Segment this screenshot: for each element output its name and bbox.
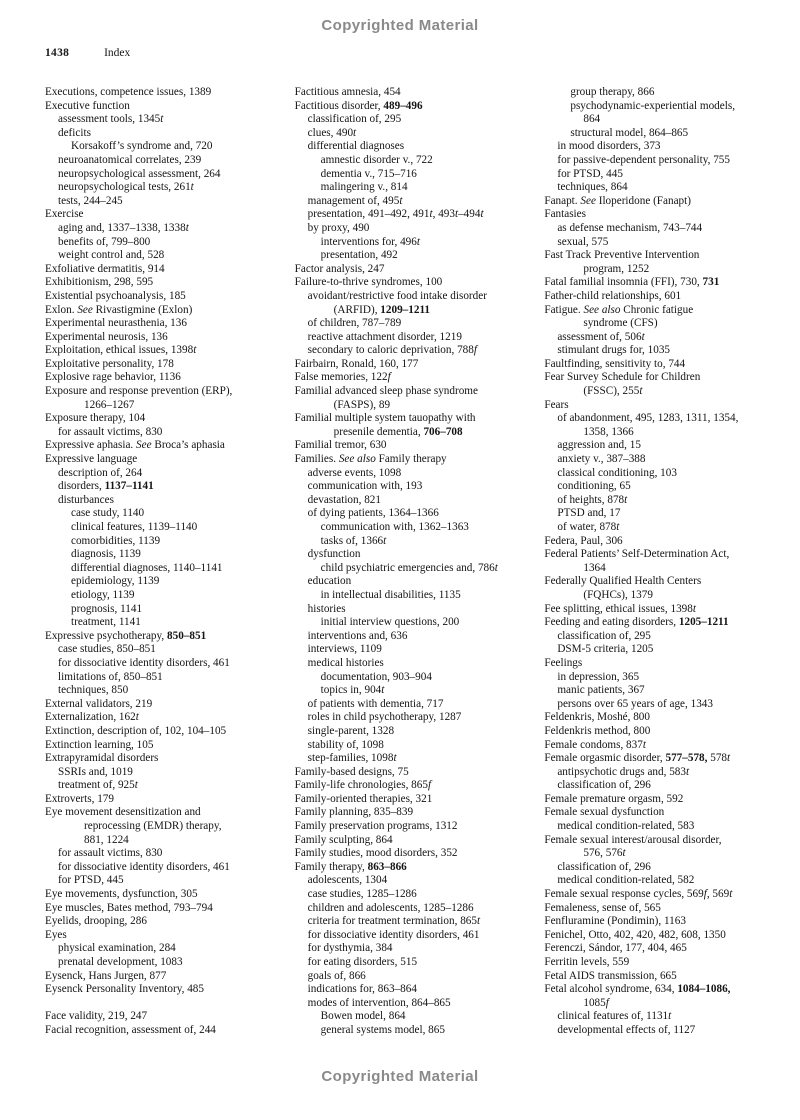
italic-text: t xyxy=(383,534,387,547)
index-line: Ferenczi, Sándor, 177, 404, 465 xyxy=(544,942,687,955)
index-line: 1358, 1366 xyxy=(583,425,634,438)
index-line: Father-child relationships, 601 xyxy=(544,289,682,302)
italic-text: f xyxy=(387,371,391,384)
index-line: Family-based designs, 75 xyxy=(294,765,409,778)
index-line: weight control and, 528 xyxy=(58,249,165,262)
index-line: case studies, 850–851 xyxy=(58,643,156,656)
index-line: stability of, 1098 xyxy=(307,738,384,751)
section-title: Index xyxy=(104,47,131,59)
index-line: Exfoliative dermatitis, 914 xyxy=(45,262,165,275)
index-line: devastation, 821 xyxy=(307,493,381,506)
index-line: program, 1252 xyxy=(583,262,650,275)
index-line: Extrapyramidal disorders xyxy=(45,752,159,765)
index-line: clinical features, 1139–1140 xyxy=(71,521,198,533)
bold-page-ref: 1209–1211 xyxy=(380,303,431,316)
index-line: Fatigue. See also Chronic fatigue xyxy=(544,303,694,316)
bold-page-ref: 850–851 xyxy=(167,629,207,642)
italic-text: See xyxy=(136,439,152,452)
index-line: as defense mechanism, 743–744 xyxy=(557,221,703,234)
index-line: Experimental neurasthenia, 136 xyxy=(45,317,187,330)
index-line: Extinction learning, 105 xyxy=(45,738,154,751)
index-line: of children, 787–789 xyxy=(307,317,402,330)
index-line: initial interview questions, 200 xyxy=(320,616,460,629)
index-line: adverse events, 1098 xyxy=(307,466,402,479)
index-line: assessment tools, 1345t xyxy=(58,113,164,126)
italic-text: t xyxy=(185,221,189,234)
index-column-2 xyxy=(295,86,531,1038)
index-line: stimulant drugs for, 1035 xyxy=(557,344,671,357)
index-line: classical conditioning, 103 xyxy=(557,466,677,479)
italic-text: t xyxy=(193,344,197,357)
index-line: External validators, 219 xyxy=(45,697,153,710)
index-line: (FSSC), 255t xyxy=(583,385,643,398)
index-line: 576, 576t xyxy=(583,847,626,860)
index-line: Family planning, 835–839 xyxy=(294,806,414,819)
index-line: classification of, 295 xyxy=(557,629,651,642)
italic-text: t xyxy=(416,235,420,248)
italic-text: t xyxy=(622,847,626,860)
index-line: adolescents, 1304 xyxy=(307,874,388,887)
index-line: prognosis, 1141 xyxy=(71,602,143,615)
italic-text: t xyxy=(616,521,620,533)
italic-text: t xyxy=(624,493,628,506)
index-line: medical condition-related, 582 xyxy=(557,874,695,887)
index-line: Family-life chronologies, 865f xyxy=(294,779,432,792)
index-line: criteria for treatment termination, 865t xyxy=(307,915,481,928)
index-line: step-families, 1098t xyxy=(307,752,397,765)
index-line: classification of, 296 xyxy=(557,779,651,792)
bold-page-ref: 1205–1211 xyxy=(678,616,729,629)
index-columns xyxy=(45,86,780,1038)
italic-text: f, xyxy=(703,888,710,901)
index-line: communication with, 1362–1363 xyxy=(320,521,469,533)
index-line: manic patients, 367 xyxy=(557,684,645,697)
index-line: Eyes xyxy=(45,928,67,941)
index-line: Fenfluramine (Pondimin), 1163 xyxy=(544,915,686,928)
page-number: 1438 xyxy=(45,47,70,59)
index-line: management of, 495t xyxy=(307,194,403,207)
index-line: neuroanatomical correlates, 239 xyxy=(58,153,202,166)
index-gap xyxy=(45,997,281,1011)
index-line: Expressive psychotherapy, 850–851 xyxy=(45,629,207,642)
index-line: diagnosis, 1139 xyxy=(71,548,141,561)
index-line: Fee splitting, ethical issues, 1398t xyxy=(544,602,696,615)
index-line: assessment of, 506t xyxy=(557,330,645,343)
index-line: roles in child psychotherapy, 1287 xyxy=(307,711,462,724)
index-line: PTSD and, 17 xyxy=(557,507,621,520)
index-line: aging and, 1337–1338, 1338t xyxy=(58,221,189,234)
index-line: DSM-5 criteria, 1205 xyxy=(557,643,654,656)
index-line: treatment, 1141 xyxy=(71,616,141,629)
index-line: Family therapy, 863–866 xyxy=(294,860,407,873)
italic-text: t xyxy=(494,561,498,574)
index-line: classification of, 295 xyxy=(307,113,402,126)
index-line: neuropsychological tests, 261t xyxy=(58,181,194,194)
bold-page-ref: 1137–1141 xyxy=(104,480,154,493)
italic-text: t xyxy=(727,752,731,765)
index-line: tasks of, 1366t xyxy=(320,534,387,547)
index-line: goals of, 866 xyxy=(307,969,366,982)
index-line: Female orgasmic disorder, 577–578, 578t xyxy=(544,752,731,765)
index-line: reactive attachment disorder, 1219 xyxy=(307,330,462,343)
italic-text: t xyxy=(476,915,481,928)
index-line: Fast Track Preventive Intervention xyxy=(544,249,700,262)
index-line: Face validity, 219, 247 xyxy=(45,1010,148,1023)
index-line: by proxy, 490 xyxy=(307,221,370,234)
index-line: Federal Patients’ Self-Determination Act, xyxy=(544,548,730,561)
italic-text: See xyxy=(580,194,596,207)
index-line: for dysthymia, 384 xyxy=(307,942,393,955)
index-line: conditioning, 65 xyxy=(557,480,631,493)
index-line: description of, 264 xyxy=(58,466,143,479)
index-line: Exlon. See Rivastigmine (Exlon) xyxy=(45,303,193,316)
index-line: 881, 1224 xyxy=(84,833,129,846)
index-line: tests, 244–245 xyxy=(58,194,123,207)
index-column-1 xyxy=(45,86,281,1038)
bold-page-ref: 863–866 xyxy=(367,860,407,873)
italic-text: t xyxy=(641,330,645,343)
index-line: of abandonment, 495, 1283, 1311, 1354, xyxy=(557,412,739,425)
index-line: dysfunction xyxy=(307,548,361,561)
italic-text: t xyxy=(692,602,696,615)
index-line: Fanapt. See Iloperidone (Fanapt) xyxy=(544,194,691,207)
italic-text: t xyxy=(135,711,139,724)
index-line: Families. See also Family therapy xyxy=(294,453,447,466)
italic-text: t xyxy=(429,208,433,221)
index-line: disturbances xyxy=(58,493,114,506)
index-line: clues, 490t xyxy=(307,126,357,139)
index-line: of dying patients, 1364–1366 xyxy=(307,507,439,520)
index-line: medical histories xyxy=(307,656,384,669)
index-line: avoidant/restrictive food intake disorder xyxy=(307,289,487,302)
italic-text: f xyxy=(473,344,477,357)
index-line: Eysenck Personality Inventory, 485 xyxy=(45,983,204,996)
index-line: Federa, Paul, 306 xyxy=(544,534,623,547)
italic-text: See also xyxy=(338,453,376,466)
bold-page-ref: 577–578, xyxy=(665,752,708,765)
index-line: for eating disorders, 515 xyxy=(307,956,418,968)
italic-text: t xyxy=(639,385,643,398)
index-line: Female sexual response cycles, 569f, 569t xyxy=(544,888,733,901)
index-line: for PTSD, 445 xyxy=(557,167,623,180)
italic-text: t xyxy=(353,126,357,139)
index-line: disorders, 1137–1141 xyxy=(58,480,154,493)
index-line: benefits of, 799–800 xyxy=(58,235,151,248)
index-line: reprocessing (EMDR) therapy, xyxy=(84,820,222,833)
index-line: Experimental neurosis, 136 xyxy=(45,330,168,343)
index-line: (FASPS), 89 xyxy=(333,398,391,411)
index-line: Explosive rage behavior, 1136 xyxy=(45,371,181,384)
index-line: techniques, 864 xyxy=(557,181,628,194)
italic-text: t xyxy=(685,765,690,778)
index-line: psychodynamic-experiential models, xyxy=(570,99,735,112)
index-line: for dissociative identity disorders, 461 xyxy=(307,928,480,941)
index-line: Faultfinding, sensitivity to, 744 xyxy=(544,357,686,370)
index-line: Feeding and eating disorders, 1205–1211 xyxy=(544,616,729,629)
index-line: Exploitation, ethical issues, 1398t xyxy=(45,344,197,357)
index-line: Executions, competence issues, 1389 xyxy=(45,86,212,98)
index-line: Facial recognition, assessment of, 244 xyxy=(45,1023,216,1036)
index-line: sexual, 575 xyxy=(557,235,609,248)
index-line: (FQHCs), 1379 xyxy=(583,588,653,601)
index-line: Fairbairn, Ronald, 160, 177 xyxy=(294,357,419,370)
index-line: Exposure therapy, 104 xyxy=(45,412,146,425)
index-line: Female sexual dysfunction xyxy=(544,806,665,819)
index-line: deficits xyxy=(58,126,91,139)
bold-page-ref: 1084–1086, xyxy=(677,983,731,996)
index-line: medical condition-related, 583 xyxy=(557,820,695,833)
index-line: Korsakoff’s syndrome and, 720 xyxy=(71,140,213,153)
index-line: Exposure and response prevention (ERP), xyxy=(45,385,233,398)
index-line: group therapy, 866 xyxy=(570,86,655,98)
index-line: prenatal development, 1083 xyxy=(58,956,183,968)
index-line: Existential psychoanalysis, 185 xyxy=(45,289,186,302)
index-line: Family sculpting, 864 xyxy=(294,833,393,846)
index-line: differential diagnoses xyxy=(307,140,405,153)
index-line: Expressive aphasia. See Broca’s aphasia xyxy=(45,439,225,452)
index-line: interventions for, 496t xyxy=(320,235,420,248)
italic-text: t xyxy=(381,684,385,697)
index-line: Eyelids, drooping, 286 xyxy=(45,915,147,928)
index-line: for assault victims, 830 xyxy=(58,847,163,860)
index-line: Feldenkris, Moshé, 800 xyxy=(544,711,650,724)
index-line: treatment of, 925t xyxy=(58,779,138,792)
index-line: for dissociative identity disorders, 461 xyxy=(58,656,230,669)
italic-text: t xyxy=(134,779,138,792)
index-line: interventions and, 636 xyxy=(307,629,408,642)
index-line: 864 xyxy=(583,113,601,126)
index-line: Extroverts, 179 xyxy=(45,792,114,805)
index-line: Female condoms, 837t xyxy=(544,738,646,751)
index-line: Fears xyxy=(544,398,569,411)
index-line: Federally Qualified Health Centers xyxy=(544,575,702,588)
index-line: epidemiology, 1139 xyxy=(71,575,160,588)
index-line: topics in, 904t xyxy=(320,684,385,697)
italic-text: t xyxy=(668,1010,672,1023)
italic-text: t xyxy=(393,752,397,765)
italic-text: t xyxy=(454,208,459,221)
index-line: Familial multiple system tauopathy with xyxy=(294,412,476,425)
index-line: case study, 1140 xyxy=(71,507,145,520)
index-line: persons over 65 years of age, 1343 xyxy=(557,697,713,710)
italic-text: t xyxy=(399,194,403,207)
index-line: communication with, 193 xyxy=(307,480,423,493)
index-line: presentation, 492 xyxy=(320,249,398,262)
index-line: Factitious amnesia, 454 xyxy=(294,86,401,98)
index-line: 1364 xyxy=(583,561,606,574)
index-line: etiology, 1139 xyxy=(71,588,135,601)
index-line: Female sexual interest/arousal disorder, xyxy=(544,833,722,846)
index-line: dementia v., 715–716 xyxy=(320,167,417,180)
index-line: Factor analysis, 247 xyxy=(294,262,385,275)
page-header xyxy=(45,47,130,59)
index-line: techniques, 850 xyxy=(58,684,129,697)
italic-text: f xyxy=(427,779,432,792)
index-line: comorbidities, 1139 xyxy=(71,534,161,547)
index-line: Family studies, mood disorders, 352 xyxy=(294,847,458,860)
index-line: child psychiatric emergencies and, 786t xyxy=(320,561,498,574)
index-line: children and adolescents, 1285–1286 xyxy=(307,901,474,914)
italic-text: t xyxy=(480,208,484,221)
index-line: structural model, 864–865 xyxy=(570,126,689,139)
index-line: Fantasies xyxy=(544,208,586,221)
index-line: Eysenck, Hans Jurgen, 877 xyxy=(45,969,167,982)
index-line: single-parent, 1328 xyxy=(307,724,395,737)
index-line: Eye muscles, Bates method, 793–794 xyxy=(45,901,213,914)
index-line: education xyxy=(307,575,352,588)
index-line: limitations of, 850–851 xyxy=(58,670,163,683)
italic-text: f xyxy=(605,996,609,1009)
index-line: Fetal alcohol syndrome, 634, 1084–1086, xyxy=(544,983,731,996)
index-line: presentation, 491–492, 491t, 493t–494t xyxy=(307,208,484,221)
index-line: histories xyxy=(307,602,346,615)
index-line: Feelings xyxy=(544,656,583,669)
index-line: for assault victims, 830 xyxy=(58,425,163,438)
italic-text: t xyxy=(729,888,733,901)
index-line: general systems model, 865 xyxy=(320,1023,445,1036)
index-line: for dissociative identity disorders, 461 xyxy=(58,860,230,873)
index-line: in depression, 365 xyxy=(557,670,640,683)
index-column-3 xyxy=(544,86,780,1038)
index-line: syndrome (CFS) xyxy=(583,317,658,330)
index-line: Exercise xyxy=(45,208,84,221)
index-line: Feldenkris method, 800 xyxy=(544,724,651,737)
index-line: Eye movement desensitization and xyxy=(45,806,201,819)
index-line: Extinction, description of, 102, 104–105 xyxy=(45,724,227,737)
index-line: differential diagnoses, 1140–1141 xyxy=(71,561,223,574)
italic-text: t xyxy=(642,738,646,751)
index-line: of water, 878t xyxy=(557,521,620,533)
index-line: 1085f xyxy=(583,996,609,1009)
index-line: Expressive language xyxy=(45,453,138,466)
index-line: Exhibitionism, 298, 595 xyxy=(45,276,154,289)
index-line: Ferritin levels, 559 xyxy=(544,956,630,968)
index-line: SSRIs and, 1019 xyxy=(58,765,133,778)
index-line: of patients with dementia, 717 xyxy=(307,697,444,710)
index-line: case studies, 1285–1286 xyxy=(307,888,417,901)
index-line: Female premature orgasm, 592 xyxy=(544,792,684,805)
bold-page-ref: 731 xyxy=(702,276,720,289)
index-line: modes of intervention, 864–865 xyxy=(307,996,451,1009)
index-line: Bowen model, 864 xyxy=(320,1010,406,1023)
index-line: Executive function xyxy=(45,99,130,112)
index-line: Family-oriented therapies, 321 xyxy=(294,792,433,805)
index-line: malingering v., 814 xyxy=(320,181,408,194)
index-line: clinical features of, 1131t xyxy=(557,1010,672,1023)
italic-text: See also xyxy=(583,303,621,316)
index-line: for passive-dependent personality, 755 xyxy=(557,153,730,166)
index-line: anxiety v., 387–388 xyxy=(557,453,646,466)
index-line: Externalization, 162t xyxy=(45,711,139,724)
index-line: 1266–1267 xyxy=(84,398,135,411)
index-line: Eye movements, dysfunction, 305 xyxy=(45,888,198,901)
index-line: documentation, 903–904 xyxy=(320,670,432,683)
index-line: presenile dementia, 706–708 xyxy=(333,425,463,438)
index-line: False memories, 122f xyxy=(294,371,391,384)
italic-text: t xyxy=(190,181,194,194)
italic-text: t xyxy=(160,113,164,126)
index-line: secondary to caloric deprivation, 788f xyxy=(307,344,477,357)
index-line: Familial advanced sleep phase syndrome xyxy=(294,385,478,398)
index-line: for PTSD, 445 xyxy=(58,874,124,887)
italic-text: See xyxy=(77,303,93,316)
index-line: antipsychotic drugs and, 583t xyxy=(557,765,690,778)
index-line: in intellectual disabilities, 1135 xyxy=(320,588,461,601)
index-line: amnestic disorder v., 722 xyxy=(320,153,433,166)
index-line: in mood disorders, 373 xyxy=(557,140,661,153)
index-line: neuropsychological assessment, 264 xyxy=(58,167,221,180)
index-line: indications for, 863–864 xyxy=(307,983,417,996)
index-line: interviews, 1109 xyxy=(307,643,382,656)
index-line: physical examination, 284 xyxy=(58,942,176,955)
index-line: Failure-to-thrive syndromes, 100 xyxy=(294,276,443,289)
index-line: classification of, 296 xyxy=(557,860,651,873)
index-line: Factitious disorder, 489–496 xyxy=(294,99,423,112)
index-line: developmental effects of, 1127 xyxy=(557,1023,696,1036)
copyright-notice-top: Copyrighted Material xyxy=(321,17,479,34)
index-line: Exploitative personality, 178 xyxy=(45,357,174,370)
bold-page-ref: 706–708 xyxy=(423,425,463,438)
index-line: (ARFID), 1209–1211 xyxy=(333,303,431,316)
bold-page-ref: 489–496 xyxy=(383,99,423,112)
index-line: Fenichel, Otto, 402, 420, 482, 608, 1350 xyxy=(544,928,726,941)
index-line: Femaleness, sense of, 565 xyxy=(544,901,661,914)
index-line: Fatal familial insomnia (FFI), 730, 731 xyxy=(544,276,720,289)
index-line: aggression and, 15 xyxy=(557,439,641,452)
copyright-notice-bottom: Copyrighted Material xyxy=(321,1068,479,1085)
index-line: Fetal AIDS transmission, 665 xyxy=(544,969,677,982)
index-line: of heights, 878t xyxy=(557,493,628,506)
index-line: Familial tremor, 630 xyxy=(294,439,387,452)
index-line: Family preservation programs, 1312 xyxy=(294,820,458,833)
index-line: Fear Survey Schedule for Children xyxy=(544,371,701,384)
